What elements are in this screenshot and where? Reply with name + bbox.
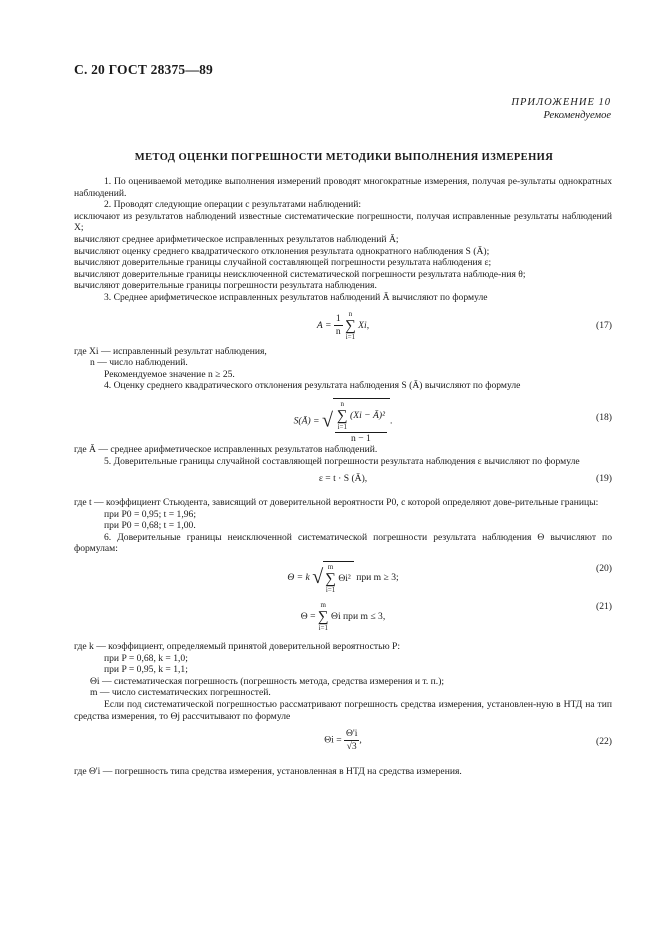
- eq17-sum-bottom: i=1: [345, 332, 356, 341]
- eq22-lhs: Θi =: [324, 734, 342, 746]
- eq17-rhs: Xi,: [358, 319, 370, 331]
- paragraph-2d: вычисляют доверительные границы случайной составляющей погрешности результата наблюдения ε;: [74, 257, 492, 269]
- equation-19: [74, 473, 612, 491]
- equation-number-19: (19): [596, 473, 612, 485]
- document-body: [74, 176, 612, 778]
- eq20-sum-top: m: [327, 563, 334, 572]
- eq18-den: n − 1: [351, 432, 371, 444]
- paragraph-2b: вычисляют среднее арифметическое исправленных результатов наблюдений Ā;: [74, 233, 399, 245]
- eq20-body: Θi²: [338, 573, 351, 585]
- where-19b: при P0 = 0,95; t = 1,96;: [104, 508, 196, 520]
- paragraph-1: 1. По оцениваемой методике выполнения измерений проводят многократные измерения, получая ре-зультаты однократных наблюдений.: [74, 176, 612, 199]
- where-19c: при P0 = 0,68; t = 1,00.: [104, 520, 196, 532]
- equation-18: S(Ā) = √ n ∑ i=1 (Xi − Ā)² n − 1 . (18): [293, 399, 612, 444]
- eq17-den: n: [335, 326, 341, 338]
- eq18-num: (Xi − Ā)²: [350, 410, 385, 422]
- equation-20: Θ = k √ m ∑ i=1 Θi² при m ≥ 3; (20): [287, 563, 612, 595]
- eq22-den: √3: [346, 740, 357, 752]
- where-17b: n — число наблюдений.: [90, 357, 188, 369]
- paragraph-6: 6. Доверительные границы неисключенной систематической погрешности результата наблюдения Θ вычисляют по формулам:: [74, 531, 612, 555]
- paragraph-2a: исключают из результатов наблюдений известные систематические погрешности, получая исправленные результаты наблюдений X;: [74, 210, 612, 234]
- equation-number-21: (21): [596, 601, 612, 613]
- eq18-sum-bottom: i=1: [337, 422, 347, 431]
- eq21-sum-top: m: [320, 601, 326, 610]
- where-22: где Θ'i — погрешность типа средства измерения, установленная в НТД на средства измерения.: [74, 766, 462, 778]
- where-20e: m — число систематических погрешностей.: [90, 687, 271, 699]
- eq21-body: Θi: [331, 611, 341, 623]
- eq21-condition: при m ≤ 3,: [343, 611, 386, 623]
- eq21-lhs: Θ =: [300, 611, 316, 623]
- equation-22: Θi = $\frac{\Theta'i}{√3}$ , (22): [324, 728, 612, 752]
- eq18-lhs: S(Ā) =: [293, 415, 320, 427]
- equation-17: A = $\frac{1}{n}$ n ∑ i=1 Xi, (17): [316, 309, 612, 341]
- where-18: где Ā — среднее арифметическое исправленных результатов наблюдений.: [74, 443, 378, 455]
- where-19a: где t — коэффициент Стьюдента, зависящий от доверительной вероятности P0, с которой определяют дове-рительные границы:: [74, 497, 599, 509]
- where-20b: при P = 0,68, k = 1,0;: [104, 652, 188, 664]
- section-title: МЕТОД ОЦЕНКИ ПОГРЕШНОСТИ МЕТОДИКИ ВЫПОЛНЕНИЯ ИЗМЕРЕНИЯ: [134, 152, 554, 163]
- eq18-sum-top: n: [340, 399, 345, 408]
- paragraph-2c: вычисляют оценку среднего квадратического отклонения результата однократного наблюдения S (Ā);: [74, 245, 490, 257]
- where-20d: Θi — систематическая погрешность (погрешность метода, средства измерения и т. п.);: [90, 675, 445, 687]
- eq17-num: 1: [335, 313, 341, 325]
- eq21-sum-bottom: i=1: [318, 624, 328, 633]
- eq17-sum-top: n: [348, 309, 353, 318]
- paragraph-2: 2. Проводят следующие операции с результатами наблюдений:: [104, 199, 362, 211]
- where-20a: где k — коэффициент, определяемый принятой доверительной вероятностью P:: [74, 641, 401, 653]
- paragraph-2f: вычисляют доверительные границы погрешности результата наблюдения.: [74, 280, 377, 292]
- where-17c: Рекомендуемое значение n ≥ 25.: [104, 368, 235, 380]
- paragraph-4: 4. Оценку среднего квадратического отклонения результата наблюдения S (Ā) вычисляют по формуле: [104, 380, 521, 392]
- equation-number-20: (20): [596, 563, 612, 575]
- eq19-formula: ε = t · S (Ā),: [318, 473, 368, 485]
- appendix-number: ПРИЛОЖЕНИЕ 10: [511, 97, 611, 108]
- appendix-status: Рекомендуемое: [543, 110, 611, 121]
- paragraph-7: Если под систематической погрешностью рассматривают погрешность средства измерения, установлен-ную в НТД на тип средства измерения, то Θj рассчитывают по формуле: [74, 699, 612, 722]
- paragraph-5: 5. Доверительные границы случайной составляющей погрешности результата наблюдения ε вычисляют по формуле: [104, 455, 580, 467]
- equation-21: Θ = m ∑ i=1 Θi при m ≤ 3, (21): [300, 601, 612, 633]
- eq20-sum-bottom: i=1: [325, 586, 336, 595]
- paragraph-2e: вычисляют доверительные границы неисключенной систематической погрешности результата наблюде-ния θ;: [74, 268, 526, 280]
- eq20-condition: при m ≥ 3;: [356, 572, 399, 584]
- equation-number-22: (22): [596, 736, 612, 748]
- eq20-lhs: Θ = k: [287, 572, 310, 584]
- equation-number-17: (17): [596, 319, 612, 331]
- equation-number-18: (18): [596, 411, 612, 423]
- where-17a: где Xi — исправленный результат наблюдения,: [74, 345, 267, 357]
- where-20c: при P = 0,95, k = 1,1;: [104, 664, 188, 676]
- eq22-num: Θ'i: [346, 728, 358, 740]
- appendix-label: [511, 96, 611, 122]
- eq17-lhs: A =: [316, 319, 332, 331]
- paragraph-3: 3. Среднее арифметическое исправленных результатов наблюдений Ā вычисляют по формуле: [104, 291, 488, 303]
- page-header: С. 20 ГОСТ 28375—89: [74, 62, 213, 77]
